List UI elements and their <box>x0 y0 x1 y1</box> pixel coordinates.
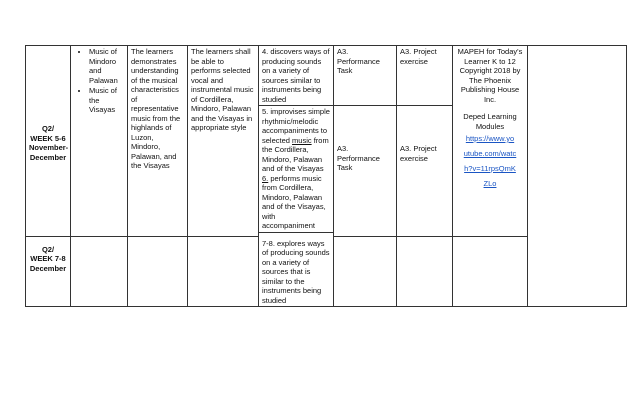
topic-item: • Music of the Visayas <box>89 86 124 115</box>
content-standard-cell: The learners demonstrates understanding of the musical characteristics of representative music from the highlands of Luzon, Mindoro, Palawan, and the Visayas <box>128 46 188 237</box>
topic-item: • Music of Mindoro and Palawan <box>89 47 124 85</box>
competency-5-underlined: music <box>292 135 312 145</box>
competency-5-text-end: from the Cordillera, Mindoro, Palawan and of the Visayas <box>262 135 329 173</box>
assessment-cell <box>334 236 397 306</box>
resource-link[interactable]: ZLo <box>483 179 497 188</box>
curriculum-table <box>25 45 627 307</box>
competency-6-text: performs music from Cordillera, Mindoro, Palawan and of the Visayas, with accompaniment <box>262 173 326 230</box>
performance-standard-cell: The learners shall be able to performs selected vocal and instrumental music of Cordillera, Mindoro, Palawan and the Visayas in appropriate style <box>188 46 259 237</box>
week-label: WEEK 5-6 <box>30 133 66 143</box>
remarks-cell <box>528 46 627 307</box>
competency-cell <box>259 106 334 233</box>
resource-title: MAPEH for Today's Learner K to 12 Copyright 2018 by The Phoenix Publishing House Inc. <box>457 47 523 104</box>
resources-cell <box>453 236 528 306</box>
resources-cell <box>453 46 528 237</box>
month-label: December <box>29 152 67 162</box>
activity-cell: A3. Project exercise <box>397 46 453 106</box>
assessment-cell: A3. Performance Task <box>334 46 397 106</box>
quarter-label: Q2/ <box>41 124 55 134</box>
performance-standard-cell <box>188 236 259 306</box>
activity-cell: A3. Project exercise <box>397 106 453 237</box>
resource-link[interactable]: https://www.yo <box>465 134 515 143</box>
competency-cell: 7-8. explores ways of producing sounds on a variety of sources that is similar to the instruments being studied <box>259 232 334 307</box>
resource-link[interactable]: h?v=11rpsQmK <box>464 164 516 173</box>
content-standard-cell <box>128 236 188 306</box>
resource-modules: Deped Learning Modules <box>463 112 517 131</box>
competency-5-text: 5. improvises simple rhythmic/melodic accompaniments to selected <box>262 107 330 145</box>
competency-cell: 4. discovers ways of producing sounds on a variety of sources similar to instruments being studied <box>259 46 334 106</box>
quarter-week-cell <box>26 46 71 237</box>
month-label: November- <box>29 143 69 153</box>
quarter-label: Q2/ <box>41 244 55 254</box>
week-label: WEEK 7-8 <box>30 254 66 264</box>
competency-6-number: 6. <box>262 173 269 183</box>
table-row <box>26 46 627 106</box>
topics-list <box>74 47 124 115</box>
assessment-cell: A3. Performance Task <box>334 106 397 237</box>
topics-cell <box>71 236 128 306</box>
topics-cell <box>71 46 128 237</box>
month-label: December <box>29 263 67 273</box>
resource-link[interactable]: utube.com/watc <box>463 149 517 158</box>
activity-cell <box>397 236 453 306</box>
quarter-week-cell <box>26 236 71 306</box>
